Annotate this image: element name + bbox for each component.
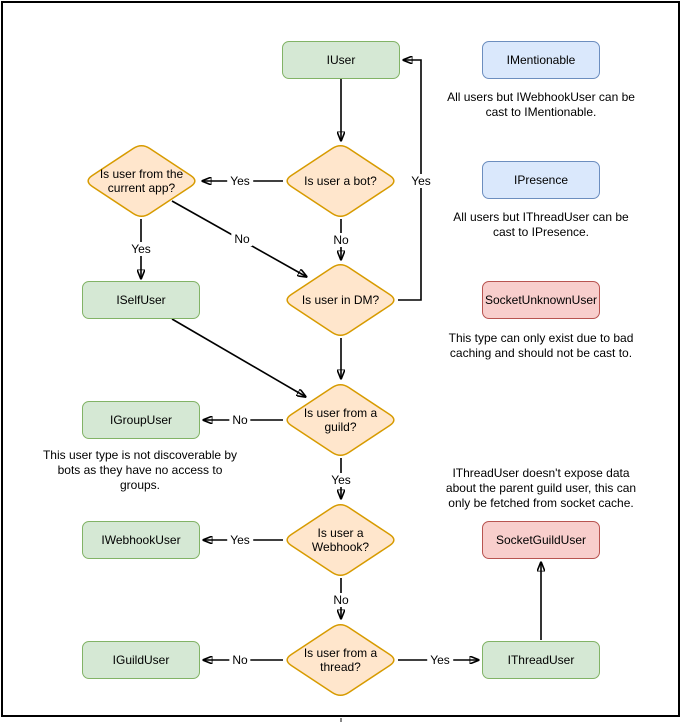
- node-iguilduser-label: IGuildUser: [112, 653, 170, 667]
- decision-text: Is user a bot?: [304, 174, 377, 188]
- decision-is-webhook: [283, 502, 398, 578]
- decision-text: Is user a: [317, 526, 364, 540]
- edge-label-guild-yes: Yes: [328, 473, 354, 487]
- edge-label-thread-no: No: [229, 653, 250, 667]
- edge-label-bot-no: No: [330, 233, 351, 247]
- note-line: IThreadUser doesn't expose data: [452, 466, 630, 480]
- node-iuser: [282, 41, 400, 79]
- decision-is-dm: [283, 262, 398, 338]
- note-line: only be fetched from socket cache.: [448, 496, 634, 510]
- node-iwebhookuser-label: IWebhookUser: [101, 533, 181, 547]
- node-ipresence: [482, 161, 600, 199]
- edge-label-current-app-yes: Yes: [128, 242, 154, 256]
- node-igroupuser: [82, 401, 200, 439]
- cropped-caption-mark: [340, 718, 342, 722]
- decision-is-thread-label: [283, 622, 398, 698]
- decision-text: Is user in DM?: [301, 293, 380, 307]
- node-socketunknownuser: [482, 281, 600, 319]
- decision-is-dm-label: [283, 262, 398, 338]
- node-ithreaduser: [482, 641, 600, 679]
- decision-text: thread?: [320, 660, 361, 674]
- node-igroupuser-label: IGroupUser: [109, 413, 173, 427]
- decision-text: Is user from the: [99, 167, 184, 181]
- node-imentionable-label: IMentionable: [506, 53, 576, 67]
- note-line: This type can only exist due to bad: [448, 331, 634, 345]
- note-line: All users but IWebhookUser can be: [447, 90, 635, 104]
- note-line: about the parent guild user, this can: [445, 481, 637, 495]
- note-line: This user type is not discoverable by: [42, 448, 238, 462]
- edge-label-webhook-no: No: [330, 593, 351, 607]
- decision-text: current app?: [107, 181, 176, 195]
- note-ithreaduser: [438, 466, 644, 511]
- node-imentionable: [482, 41, 600, 79]
- decision-is-webhook-label: [283, 502, 398, 578]
- decision-is-current-app: [84, 143, 199, 219]
- node-socketguilduser-label: SocketGuildUser: [495, 533, 587, 547]
- edge-label-current-app-no: No: [231, 232, 252, 246]
- decision-text: Is user from a: [303, 406, 378, 420]
- node-iwebhookuser: [82, 521, 200, 559]
- decision-is-guild-label: [283, 382, 398, 458]
- node-iguilduser: [82, 641, 200, 679]
- edge-label-thread-yes: Yes: [427, 653, 453, 667]
- node-socketunknownuser-label: SocketUnknownUser: [484, 293, 598, 307]
- node-ithreaduser-label: IThreadUser: [507, 653, 575, 667]
- decision-is-bot: [283, 143, 398, 219]
- edge-label-webhook-yes: Yes: [227, 533, 253, 547]
- decision-text: Webhook?: [311, 540, 370, 554]
- decision-is-guild: [283, 382, 398, 458]
- note-line: All users but IThreadUser can be: [453, 210, 629, 224]
- decision-is-thread: [283, 622, 398, 698]
- note-line: caching and should not be cast to.: [449, 346, 633, 360]
- edge-label-guild-no: No: [229, 413, 250, 427]
- note-socketunknownuser: [436, 331, 646, 361]
- node-socketguilduser: [482, 521, 600, 559]
- decision-text: guild?: [324, 420, 357, 434]
- decision-is-current-app-label: [84, 143, 199, 219]
- note-imentionable: [441, 90, 641, 120]
- note-line: bots as they have no access to: [57, 463, 223, 477]
- note-line: cast to IPresence.: [492, 225, 590, 239]
- note-igroupuser: [30, 448, 250, 493]
- note-ipresence: [441, 210, 641, 240]
- node-iselfuser: [82, 281, 200, 319]
- note-line: cast to IMentionable.: [485, 105, 597, 119]
- node-ipresence-label: IPresence: [513, 173, 569, 187]
- decision-text: Is user from a: [303, 646, 378, 660]
- node-iselfuser-label: ISelfUser: [116, 293, 166, 307]
- edge-label-bot-yes: Yes: [227, 174, 253, 188]
- note-line: groups.: [119, 478, 161, 492]
- decision-is-bot-label: [283, 143, 398, 219]
- node-iuser-label: IUser: [326, 53, 356, 67]
- edge-label-dm-yes: Yes: [408, 174, 434, 188]
